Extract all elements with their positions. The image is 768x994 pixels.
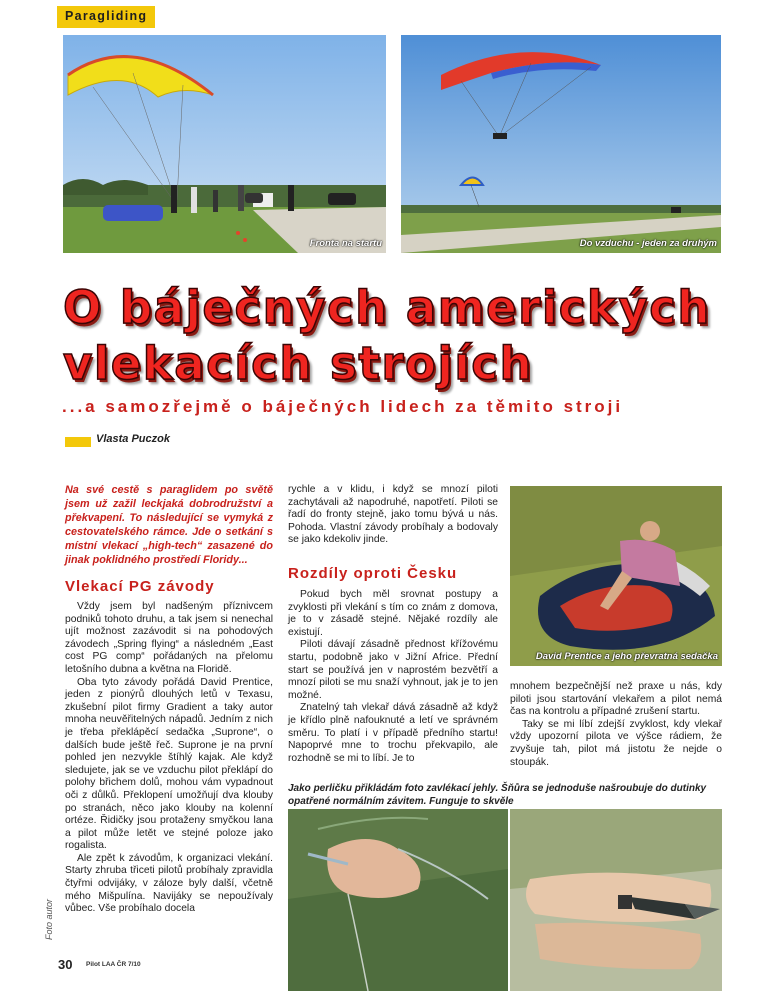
- paragraph: Znatelný tah vlekař dává zásadně až když je křídlo plně nafouknuté a letí ve správném směru. To platí i v případě předního startu! Napoprvé mne to trochu překvapilo, ale rozhodně se mi to líbí. Je to: [288, 702, 498, 764]
- photo-caption: Do vzduchu - jeden za druhým: [579, 238, 717, 249]
- column-2: [288, 589, 498, 765]
- column-1: [65, 601, 273, 916]
- photo-needle-closeup: [510, 809, 722, 991]
- paragraph: Pokud bych měl srovnat postupy a zvyklosti při vlekání s tím co znám z domova, je to v zásadě stejné. Nějaké rozdíly ale existují.: [288, 589, 498, 638]
- photo-needle-hand: [288, 809, 508, 991]
- author-name: Vlasta Puczok: [96, 433, 170, 445]
- photo-caption: David Prentice a jeho převratná sedačka: [535, 651, 718, 662]
- column-3: [510, 681, 722, 769]
- magazine-name: Pilot LAA ČR 7/10: [86, 961, 141, 968]
- photo-start-queue: [63, 35, 386, 253]
- page-number: 30: [58, 957, 73, 972]
- paragraph: Taky se mi líbí zdejší zvyklost, kdy vlekař vždy upozorní pilota ve výšce rádiem, že zvyšuje tah, pilot má jistotu že nejde o stoupák.: [510, 718, 722, 768]
- paragraph: mnohem bezpečnější než praxe u nás, kdy piloti jsou startování vlekařem a pilot nemá čas na kontrolu a případné zrušení startu.: [510, 681, 722, 718]
- photo-david-prentice: [510, 486, 722, 666]
- article-title: O báječných amerických vlekacích strojích: [63, 281, 711, 390]
- paragraph: Ale zpět k závodům, k organizaci vlekání. Starty zhruba třiceti pilotů probíhaly zpravidla čtyřmi odvijáky, v záloze byly další, včetně mého Mišpulína. Navijáky se nepoužívaly vůbec. Vše probíhalo docela: [65, 852, 273, 915]
- heading-pg-races: Vlekací PG závody: [65, 578, 215, 595]
- photo-credit: Foto autor: [44, 898, 54, 940]
- photo-caption: Fronta na startu: [309, 238, 382, 249]
- author-bar: [65, 437, 91, 447]
- column-2-top: [288, 484, 498, 547]
- paragraph: Vždy jsem byl nadšeným příznivcem podniků tohoto druhu, a tak jsem si nenechal ujít možnost zazávodit si na pohodových závodech „Spring flying“ a následném „East cost PG comp“ pořádaných na přelomu letošního dubna a května na Floridě.: [65, 601, 273, 675]
- article-subtitle: ...a samozřejmě o báječných lidech za těmito stroji: [62, 397, 624, 416]
- heading-differences: Rozdíly oproti Česku: [288, 565, 458, 582]
- paragraph: Piloti dávají zásadně přednost křížovému startu, podobně jako v Jižní Africe. Přední start se používá jen v naprostém bezvětří a mnozí piloti se mu snaží vyhnout, jak je to jen možné.: [288, 639, 498, 701]
- paragraph: Oba tyto závody pořádá David Prentice, jeden z pionýrů dlouhých letů v Texasu, zkušební pilot firmy Gradient a taky autor mnoha neuvěřitelných nápadů. Jedním z nich je třeba překlápěcí sedačka „Suprone“, o dalších bude ještě řeč. Suprone je na první pohled jen nezvykle štíhlý kajak. Ale když sledujete, jak se ve vzduchu pilot překlápí do polohy břichem dolů, mohou vám vypadnout oči z důlků. Překlopení umožňují dva klouby po stranách, něco jako klouby na kolenní ortéze. Řidičky jsou protaženy smyčkou lana a pilot může letět ve stejné poloze jako rogalista.: [65, 676, 273, 852]
- paragraph: rychle a v klidu, i když se mnozí piloti zachytávali až napodruhé, napotřetí. Piloti se řadí do fronty stejně, jako tomu bývá u nás. Pohoda. Vlastní závody probíhaly a bodovaly se jako kdekoliv jinde.: [288, 484, 498, 546]
- section-tag: Paragliding: [57, 6, 155, 28]
- photo-takeoff: [401, 35, 721, 253]
- lead-paragraph: Na své cestě s paraglidem po světě jsem už zažil leckjaká dobrodružství a překvapení. To následující se vymyká z cestovatelského rámce. Jde o setkání s místní vlekací „high-tech“ zasazené do jinak poklidného prostředí Floridy...: [65, 484, 273, 566]
- needle-caption: Jako perličku přikládám foto zavlékací jehly. Šňůra se jednoduše našroubuje do dutinky opatřené normálním závitem. Funguje to skvěle: [288, 783, 707, 807]
